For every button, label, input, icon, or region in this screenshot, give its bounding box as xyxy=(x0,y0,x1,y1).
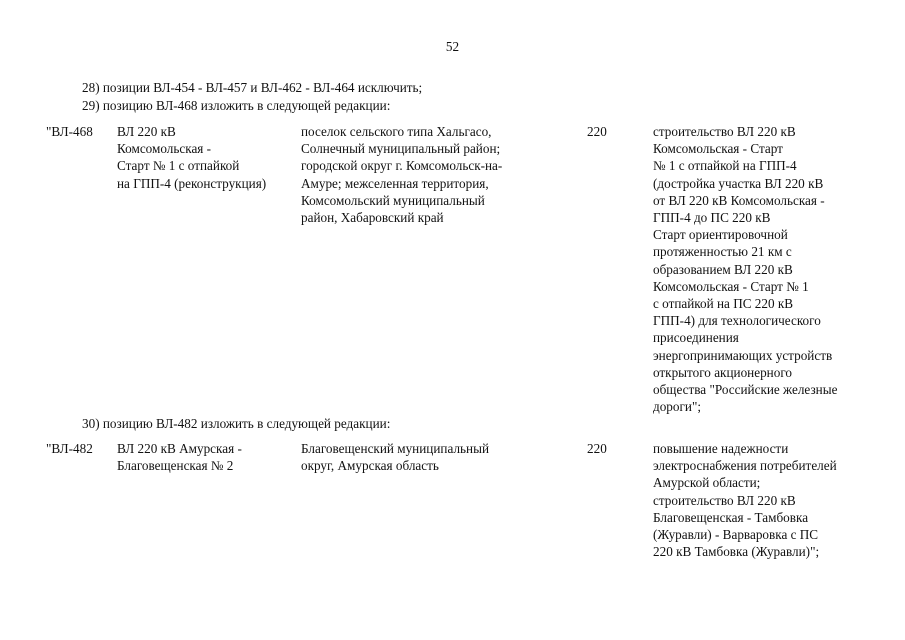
line-code: "ВЛ-468 xyxy=(46,124,93,139)
line-voltage: 220 xyxy=(587,124,607,139)
page-number: 52 xyxy=(445,39,460,54)
line-purpose: повышение надежности электроснабжения потребителей Амурской области; строительство ВЛ 220 кВ Благовещенская - Тамбовка (Журавли) - Варваровка с ПС 220 кВ Тамбовка (Журавли)"; xyxy=(653,441,837,560)
line-name: ВЛ 220 кВ Комсомольская - Старт № 1 с отпайкой на ГПП-4 (реконструкция) xyxy=(117,124,267,191)
line-voltage: 220 xyxy=(587,441,607,456)
paragraph-30: 30) позицию ВЛ-482 изложить в следующей редакции: xyxy=(82,416,391,431)
line-code: "ВЛ-482 xyxy=(46,441,93,456)
line-location: поселок сельского типа Хальгасо, Солнечный муниципальный район; городской округ г. Комсомольск-на- Амуре; межселенная территория, Комсомольский муниципальный район, Хабаровский край xyxy=(301,124,503,226)
paragraph-29: 29) позицию ВЛ-468 изложить в следующей редакции: xyxy=(82,98,391,113)
line-name: ВЛ 220 кВ Амурская - Благовещенская № 2 xyxy=(117,441,242,474)
line-purpose: строительство ВЛ 220 кВ Комсомольская - Старт № 1 с отпайкой на ГПП-4 (достройка участка ВЛ 220 кВ от ВЛ 220 кВ Комсомольская - ГПП-4 до ПС 220 кВ Старт ориентировочной протяженностью 21 км с образованием ВЛ 220 кВ Комсомольская - Старт № 1 с отпайкой на ПС 220 кВ ГПП-4) для технологического присоединения энергопринимающих устройств открытого акционерного общества "Российские железные дороги"; xyxy=(653,124,838,415)
paragraph-28: 28) позиции ВЛ-454 - ВЛ-457 и ВЛ-462 - ВЛ-464 исключить; xyxy=(82,80,423,95)
line-location: Благовещенский муниципальный округ, Амурская область xyxy=(301,441,490,474)
